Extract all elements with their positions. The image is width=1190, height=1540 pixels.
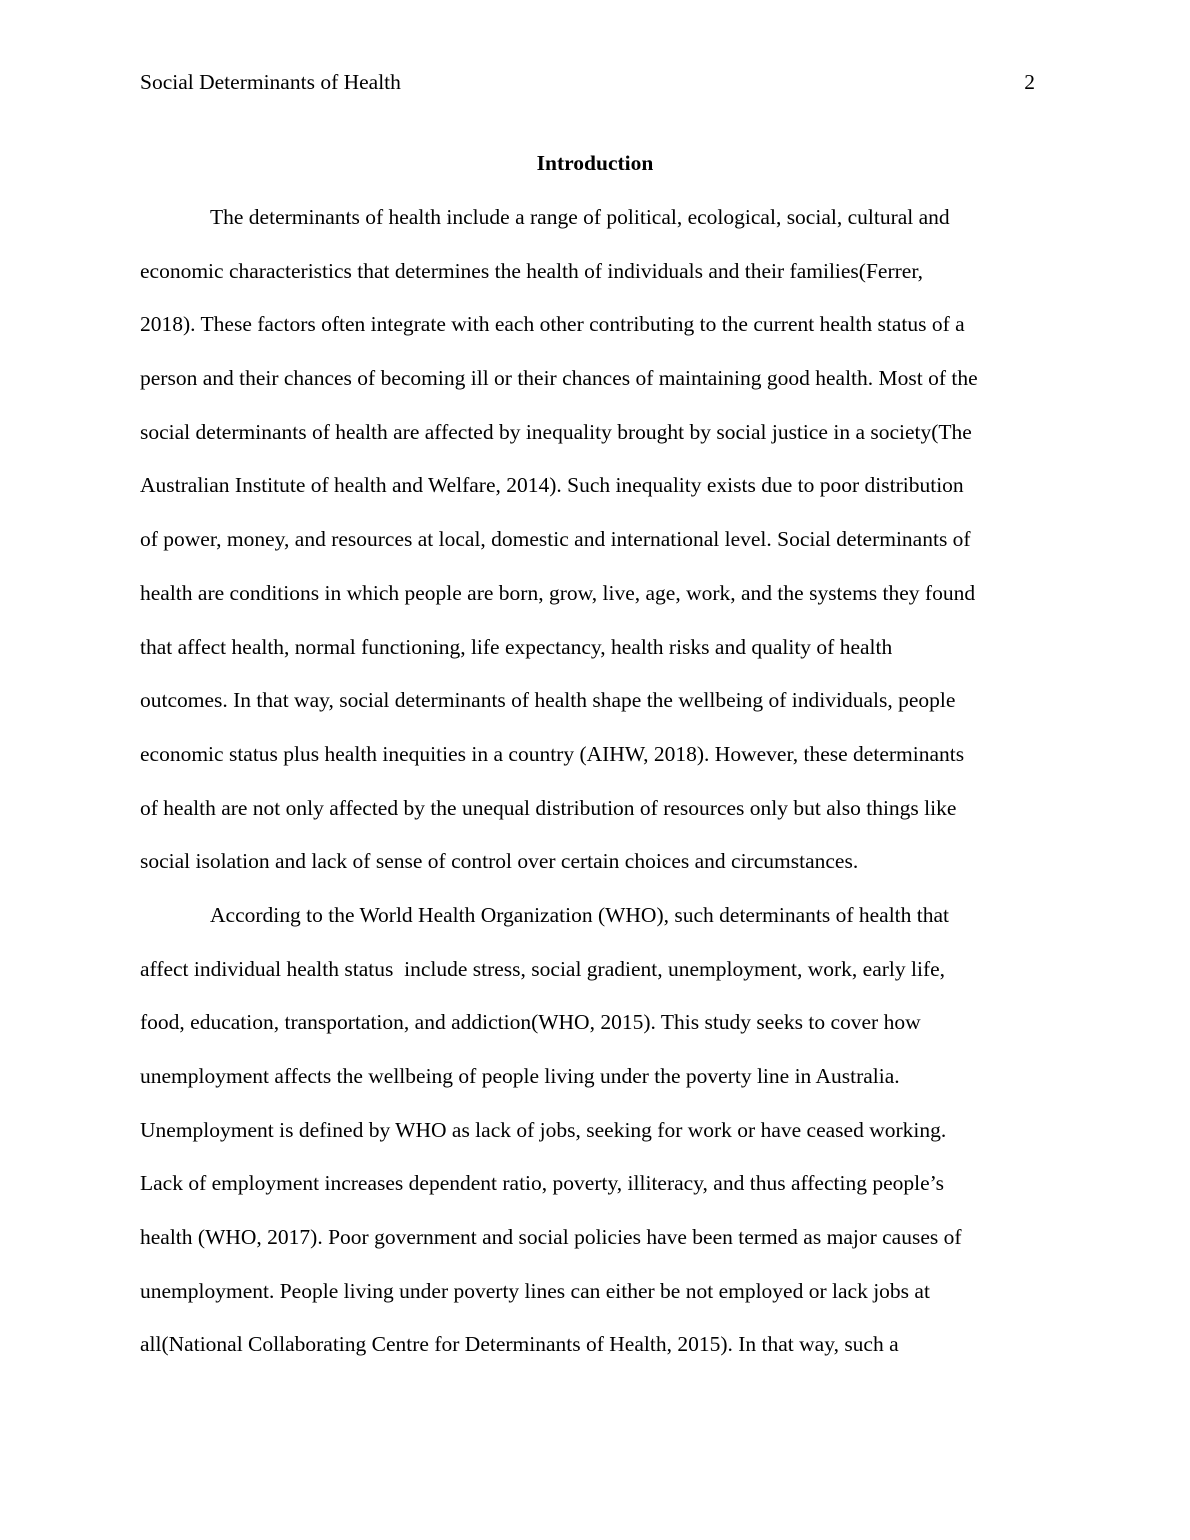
text-line: that affect health, normal functioning, life expectancy, health risks and quality of health: [140, 634, 893, 659]
text-line: health (WHO, 2017). Poor government and social policies have been termed as major causes of: [140, 1225, 962, 1250]
text-line: social determinants of health are affected by inequality brought by social justice in a society(The: [140, 419, 972, 444]
text-line: economic status plus health inequities in a country (AIHW, 2018). However, these determinants: [140, 741, 965, 766]
text-line: of health are not only affected by the unequal distribution of resources only but also things like: [140, 795, 957, 820]
running-head: Social Determinants of Health: [140, 70, 401, 94]
text-line: all(National Collaborating Centre for Determinants of Health, 2015). In that way, such a: [140, 1332, 899, 1357]
text-line: 2018). These factors often integrate with each other contributing to the current health status of a: [140, 312, 965, 337]
text-line: social isolation and lack of sense of control over certain choices and circumstances.: [140, 849, 859, 874]
section-heading: Introduction: [536, 151, 654, 175]
text-line: health are conditions in which people are born, grow, live, age, work, and the systems they found: [140, 580, 976, 605]
text-line: According to the World Health Organization (WHO), such determinants of health that: [210, 902, 950, 927]
text-line: Australian Institute of health and Welfare, 2014). Such inequality exists due to poor distribution: [140, 473, 964, 498]
paragraph: [140, 203, 1070, 901]
text-line: Lack of employment increases dependent ratio, poverty, illiteracy, and thus affecting people’s: [140, 1171, 944, 1196]
text-line: outcomes. In that way, social determinants of health shape the wellbeing of individuals, people: [140, 688, 956, 713]
text-line: Unemployment is defined by WHO as lack of jobs, seeking for work or have ceased working.: [140, 1117, 947, 1142]
text-line: of power, money, and resources at local, domestic and international level. Social determinants of: [140, 527, 971, 552]
page-number: 2: [1024, 70, 1035, 94]
document-body: [140, 203, 1070, 1384]
text-line: economic characteristics that determines the health of individuals and their families(Ferrer,: [140, 258, 923, 283]
text-line: person and their chances of becoming ill or their chances of maintaining good health. Most of the: [140, 366, 978, 391]
text-line: The determinants of health include a range of political, ecological, social, cultural and: [210, 205, 950, 229]
text-line: unemployment affects the wellbeing of people living under the poverty line in Australia.: [140, 1064, 900, 1088]
page-header: [140, 70, 1035, 95]
text-line: food, education, transportation, and addiction(WHO, 2015). This study seeks to cover how: [140, 1010, 921, 1035]
paragraph: [140, 901, 1070, 1384]
text-line: affect individual health status include stress, social gradient, unemployment, work, early life,: [140, 956, 946, 981]
text-line: unemployment. People living under poverty lines can either be not employed or lack jobs at: [140, 1278, 930, 1303]
